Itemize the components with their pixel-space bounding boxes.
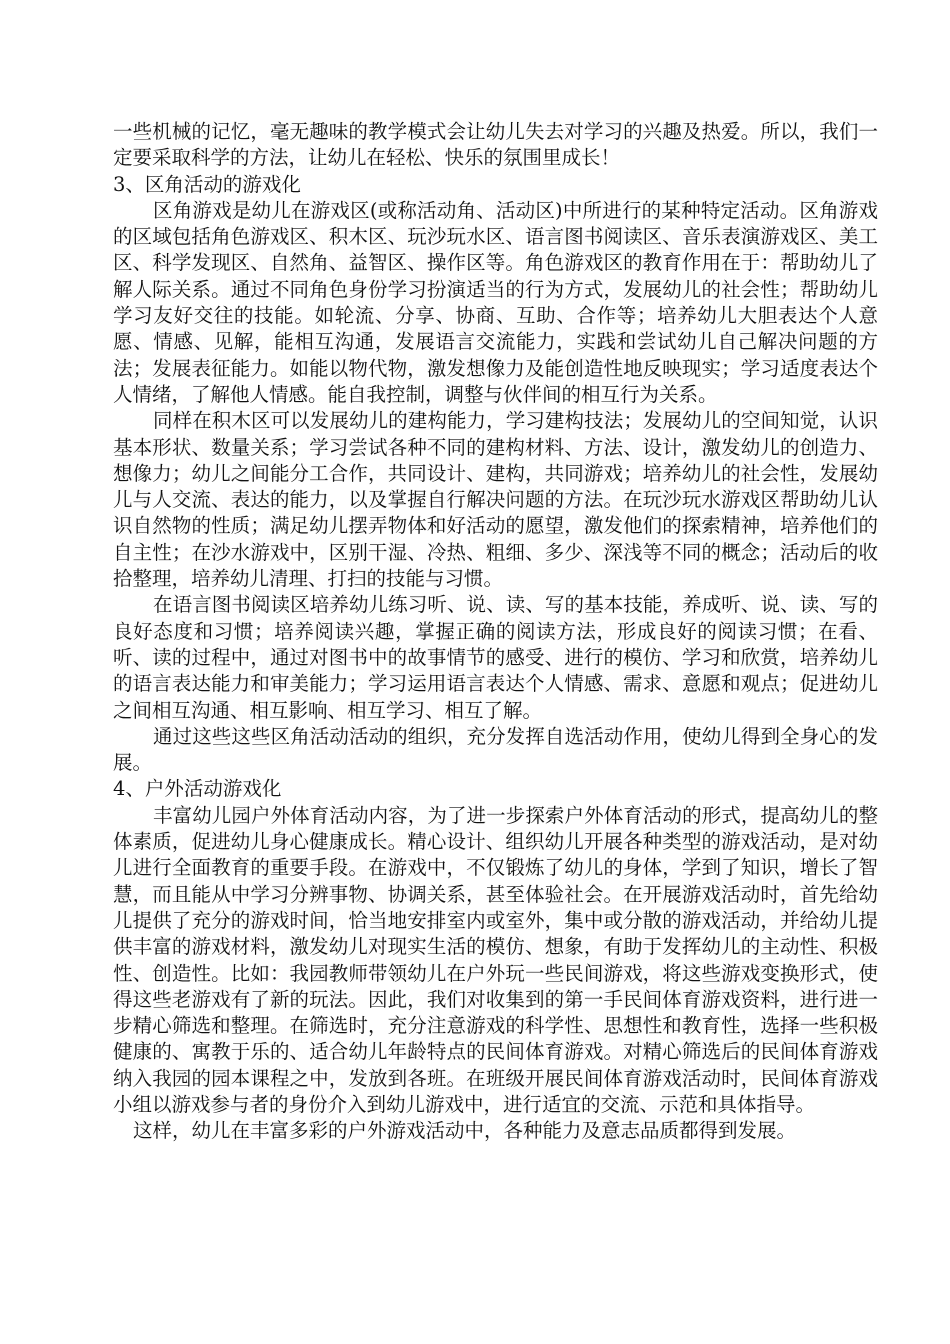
paragraph-reading-area: 在语言图书阅读区培养幼儿练习听、说、读、写的基本技能，养成听、说、读、写的良好态度和习惯；培养阅读兴趣，掌握正确的阅读方法，形成良好的阅读习惯；在看、听、读的过程中，通过对图书中的故事情节的感受、进行的模仿、学习和欣赏，培养幼儿的语言表达能力和审美能力；学习运用语言表达个人情感、需求、意愿和观点；促进幼儿之间相互沟通、相互影响、相互学习、相互了解。 <box>113 593 878 722</box>
section-heading-4: 4、户外活动游戏化 <box>113 777 282 801</box>
paragraph-conclusion: 这样，幼儿在丰富多彩的户外游戏活动中，各种能力及意志品质都得到发展。 <box>133 1119 797 1143</box>
section-heading-3: 3、区角活动的游戏化 <box>113 172 301 196</box>
paragraph-corner-summary: 通过这些这些区角活动活动的组织，充分发挥自选活动作用，使幼儿得到全身心的发展。 <box>113 724 878 775</box>
paragraph-block-area: 同样在积木区可以发展幼儿的建构能力，学习建构技法；发展幼儿的空间知觉，认识基本形状、数量关系；学习尝试各种不同的建构材料、方法、设计，激发幼儿的创造力、想像力；幼儿之间能分工合作，共同设计、建构，共同游戏；培养幼儿的社会性，发展幼儿与人交流、表达的能力，以及掌握自行解决问题的方法。在玩沙玩水游戏区帮助幼儿认识自然物的性质；满足幼儿摆弄物体和好活动的愿望，激发他们的探索精神，培养他们的自主性；在沙水游戏中，区别干湿、冷热、粗细、多少、深浅等不同的概念；活动后的收拾整理，培养幼儿清理、打扫的技能与习惯。 <box>113 409 878 591</box>
paragraph-outdoor-activities: 丰富幼儿园户外体育活动内容，为了进一步探索户外体育活动的形式，提高幼儿的整体素质，促进幼儿身心健康成长。精心设计、组织幼儿开展各种类型的游戏活动，是对幼儿进行全面教育的重要手段。在游戏中，不仅锻炼了幼儿的身体，学到了知识，增长了智慧，而且能从中学习分辨事物、协调关系，甚至体验社会。在开展游戏活动时，首先给幼儿提供了充分的游戏时间，恰当地安排室内或室外，集中或分散的游戏活动，并给幼儿提供丰富的游戏材料，激发幼儿对现实生活的模仿、想象，有助于发挥幼儿的主动性、积极性、创造性。比如：我园教师带领幼儿在户外玩一些民间游戏，将这些游戏变换形式，使得这些老游戏有了新的玩法。因此，我们对收集到的第一手民间体育游戏资料，进行进一步精心筛选和整理。在筛选时，充分注意游戏的科学性、思想性和教育性，选择一些积极健康的、寓教于乐的、适合幼儿年龄特点的民间体育游戏。对精心筛选后的民间体育游戏纳入我园的园本课程之中，发放到各班。在班级开展民间体育游戏活动时，民间体育游戏小组以游戏参与者的身份介入到幼儿游戏中，进行适宜的交流、示范和具体指导。 <box>113 803 878 1116</box>
paragraph-corner-games: 区角游戏是幼儿在游戏区(或称活动角、活动区)中所进行的某种特定活动。区角游戏的区域包括角色游戏区、积木区、玩沙玩水区、语言图书阅读区、音乐表演游戏区、美工区、科学发现区、自然角、益智区、操作区等。角色游戏区的教育作用在于：帮助幼儿了解人际关系。通过不同角色身份学习扮演适当的行为方式，发展幼儿的社会性；帮助幼儿学习友好交往的技能。如轮流、分享、协商、互助、合作等；培养幼儿大胆表达个人意愿、情感、见解，能相互沟通，发展语言交流能力，实践和尝试幼儿自己解决问题的方法；发展表征能力。如能以物代物，激发想像力及能创造性地反映现实；学习适度表达个人情绪，了解他人情感。能自我控制，调整与伙伴间的相互行为关系。 <box>113 198 878 406</box>
document-body <box>113 119 878 1145</box>
paragraph-continued: 一些机械的记忆，毫无趣味的教学模式会让幼儿失去对学习的兴趣及热爱。所以，我们一定要采取科学的方法，让幼儿在轻松、快乐的氛围里成长！ <box>113 120 878 170</box>
